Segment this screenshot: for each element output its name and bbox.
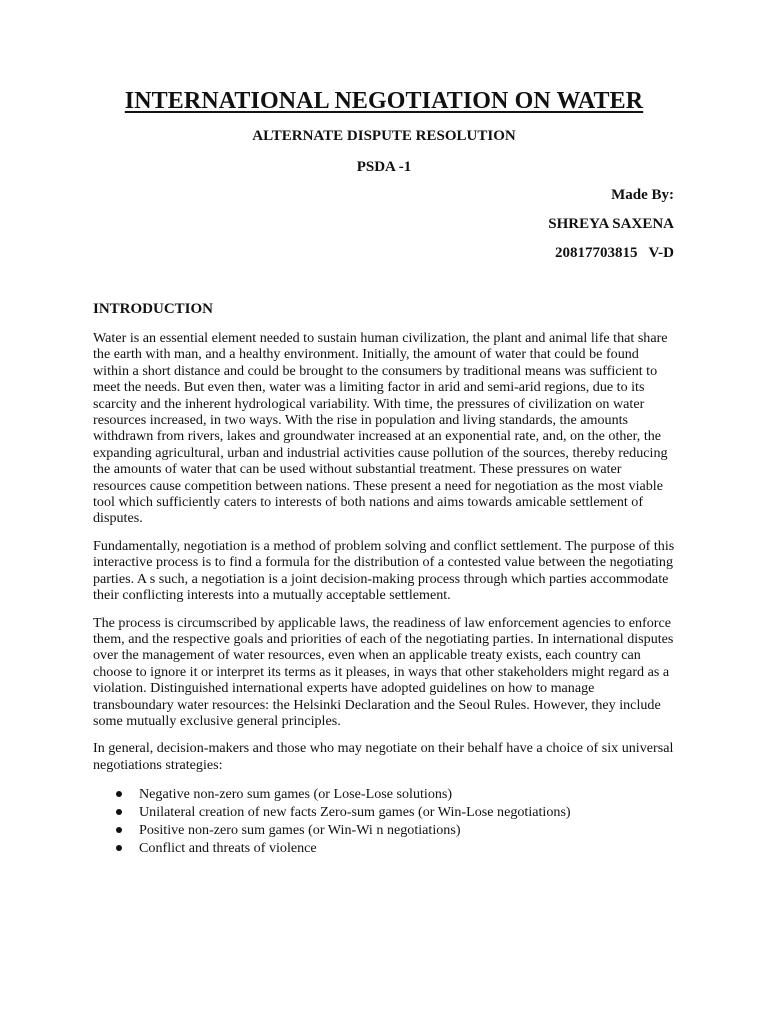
paragraph: The process is circumscribed by applicable laws, the readiness of law enforcement agencies to enforce them, and the respective goals and priorities of each of the negotiating parties. In international disputes over the management of water resources, even when an applicable treaty exists, each country can choose to ignore it or interpret its terms as it pleases, in ways that other stakeholders might regard as a violation. Distinguished international experts have adopted guidelines on how to manage transboundary water resources: the Helsinki Declaration and the Seoul Rules. However, they include some mutually exclusive general principles. — [93, 614, 674, 729]
section-heading: INTRODUCTION — [93, 301, 214, 317]
document-subtitle: ALTERNATE DISPUTE RESOLUTION — [252, 128, 516, 144]
list-item-text: Unilateral creation of new facts Zero-sum games (or Win-Lose negotiations) — [139, 804, 571, 821]
bullet-icon — [116, 809, 122, 815]
made-by-label: Made By: — [611, 187, 674, 203]
list-item-text: Negative non-zero sum games (or Lose-Lose solutions) — [139, 786, 453, 803]
list-item-text: Conflict and threats of violence — [139, 840, 317, 857]
paragraph: In general, decision-makers and those who may negotiate on their behalf have a choice of six universal negotiations strategies: — [93, 740, 674, 773]
bullet-icon — [116, 791, 122, 797]
bullet-icon — [116, 845, 122, 851]
paragraph: Water is an essential element needed to sustain human civilization, the plant and animal life that share the earth with man, and a healthy environment. Initially, the amount of water that could be found within a short distance and could be brought to the consumers by traditional means was sufficient to meet the needs. But even then, water was a limiting factor in arid and semi-arid regions, due to its scarcity and the inherent hydrological variability. With time, the pressures of civilization on water resources increased, in two ways. With the rise in population and living standards, the amounts withdrawn from rivers, lakes and groundwater increased at an exponential rate, and, on the other, the expanding agricultural, urban and industrial activities cause pollution of the sources, thereby reducing the amounts of water that can be used without substantial treatment. These pressures on water resources cause competition between nations. These present a need for negotiation as the most viable tool which sufficiently caters to interests of both nations and aims towards amicable settlement of disputes. — [93, 330, 668, 527]
list-item-text: Positive non-zero sum games (or Win-Wi n negotiations) — [139, 822, 461, 839]
bullet-icon — [116, 827, 122, 833]
author-name: SHREYA SAXENA — [548, 216, 674, 232]
course-code: PSDA -1 — [356, 159, 412, 175]
roll-number: 20817703815 V-D — [554, 245, 674, 261]
document-title: INTERNATIONAL NEGOTIATION ON WATER — [124, 88, 644, 114]
list-item — [93, 785, 675, 803]
strategy-list — [93, 785, 675, 857]
list-item — [93, 839, 675, 857]
paragraph: Fundamentally, negotiation is a method of problem solving and conflict settlement. The purpose of this interactive process is to find a formula for the distribution of a contested value between the negotiating parties. A s such, a negotiation is a joint decision-making process through which parties accommodate their conflicting interests into a mutually acceptable settlement. — [93, 537, 675, 604]
list-item — [93, 803, 675, 821]
list-item — [93, 821, 675, 839]
document-body — [93, 300, 675, 857]
